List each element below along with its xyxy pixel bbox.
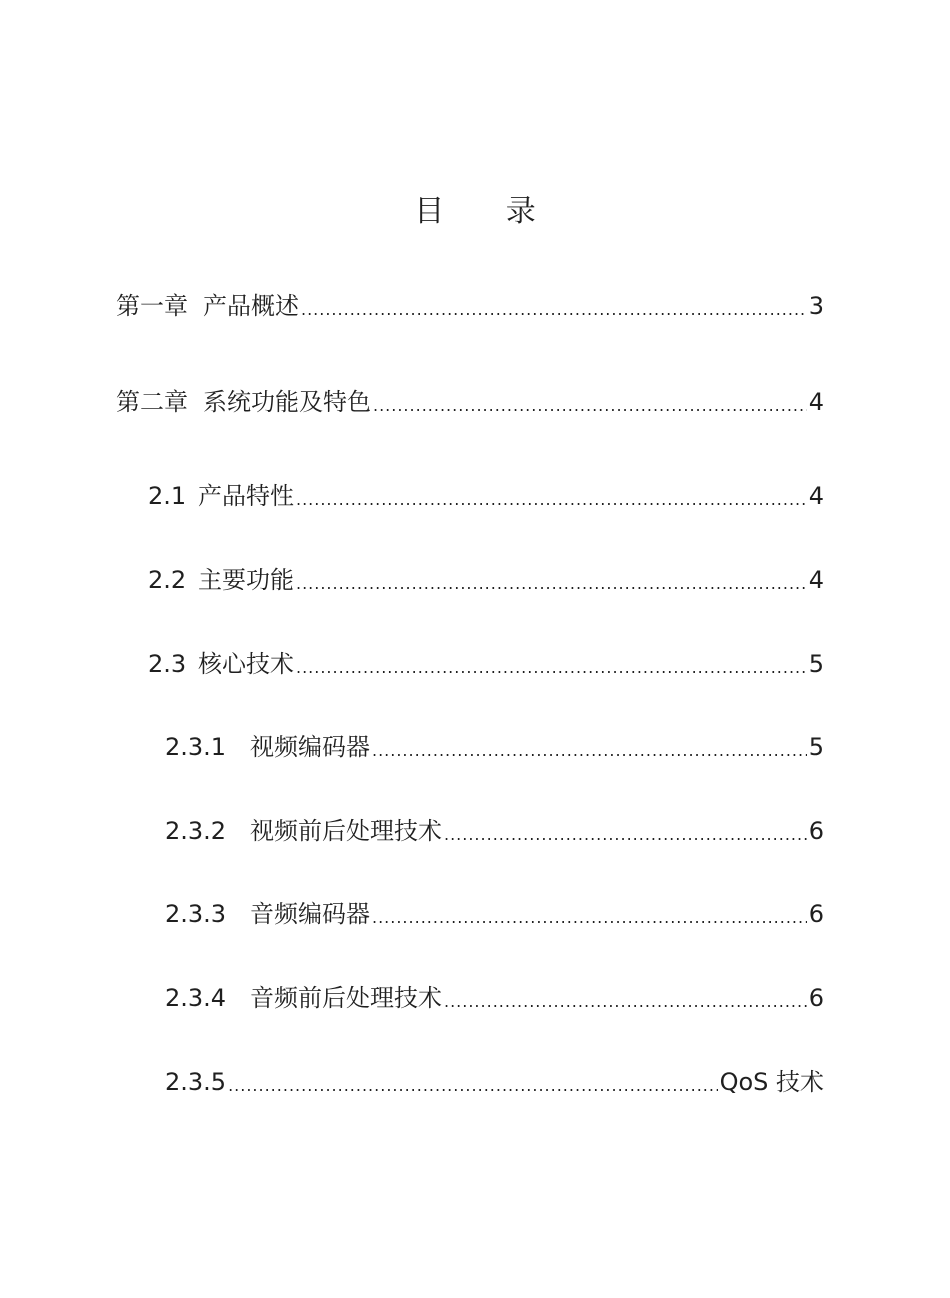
toc-entry-page: 6: [808, 817, 824, 845]
toc-entry-page: 5: [808, 650, 824, 678]
toc-dot-leader: [296, 646, 807, 682]
toc-entry-label: 音频编码器: [250, 900, 370, 928]
toc-dot-leader: [296, 478, 807, 514]
toc-entry-page: 3: [808, 292, 824, 320]
toc-entry-number: 2.3.2: [165, 817, 227, 845]
toc-entry-chapter-2[interactable]: [116, 384, 824, 420]
toc-dot-leader: [301, 288, 807, 324]
toc-entry-2-3-3[interactable]: [165, 896, 824, 932]
toc-entry-page: 4: [808, 482, 824, 510]
toc-entry-2-2[interactable]: [148, 562, 824, 598]
toc-entry-2-1[interactable]: [148, 478, 824, 514]
toc-entry-label: 核心技术: [198, 650, 294, 678]
toc-entry-2-3-4[interactable]: [165, 980, 824, 1016]
toc-entry-number: 2.3.4: [165, 984, 227, 1012]
toc-entry-chapter-1[interactable]: [116, 288, 824, 324]
toc-entry-label: 产品特性: [198, 482, 294, 510]
toc-entry-2-3[interactable]: [148, 646, 824, 682]
toc-entry-2-3-1[interactable]: [165, 729, 824, 765]
toc-entry-number: 第一章: [116, 292, 188, 320]
toc-dot-leader: [372, 896, 807, 932]
toc-entry-number: 第二章: [116, 388, 188, 416]
toc-entry-page: 4: [808, 566, 824, 594]
toc-entry-label: 视频前后处理技术: [250, 817, 442, 845]
toc-entry-page: 5: [808, 733, 824, 761]
toc-entry-label: 视频编码器: [250, 733, 370, 761]
toc-entry-number: 2.3.1: [165, 733, 227, 761]
toc-entry-label: 系统功能及特色: [203, 388, 371, 416]
toc-entry-number: 2.3.5: [165, 1068, 227, 1096]
toc-entry-page: 6: [808, 900, 824, 928]
toc-entry-page: 6: [808, 984, 824, 1012]
toc-entry-label: 产品概述: [203, 292, 299, 320]
page-title: 目 录: [414, 194, 562, 229]
toc-entry-2-3-2[interactable]: [165, 813, 824, 849]
toc-entry-page: 4: [808, 388, 824, 416]
toc-dot-leader: [296, 562, 807, 598]
toc-entry-number: 2.2: [148, 566, 187, 594]
toc-entry-number: 2.3: [148, 650, 187, 678]
toc-entry-label: 主要功能: [198, 566, 294, 594]
toc-dot-leader: [228, 1064, 717, 1100]
toc-entry-2-3-5[interactable]: [165, 1064, 824, 1100]
toc-dot-leader: [373, 384, 807, 420]
toc-entry-page: QoS 技术: [719, 1068, 824, 1096]
toc-entry-number: 2.1: [148, 482, 187, 510]
toc-entry-label: 音频前后处理技术: [250, 984, 442, 1012]
toc-dot-leader: [444, 980, 807, 1016]
toc-entry-number: 2.3.3: [165, 900, 227, 928]
toc-dot-leader: [372, 729, 807, 765]
toc-dot-leader: [444, 813, 807, 849]
